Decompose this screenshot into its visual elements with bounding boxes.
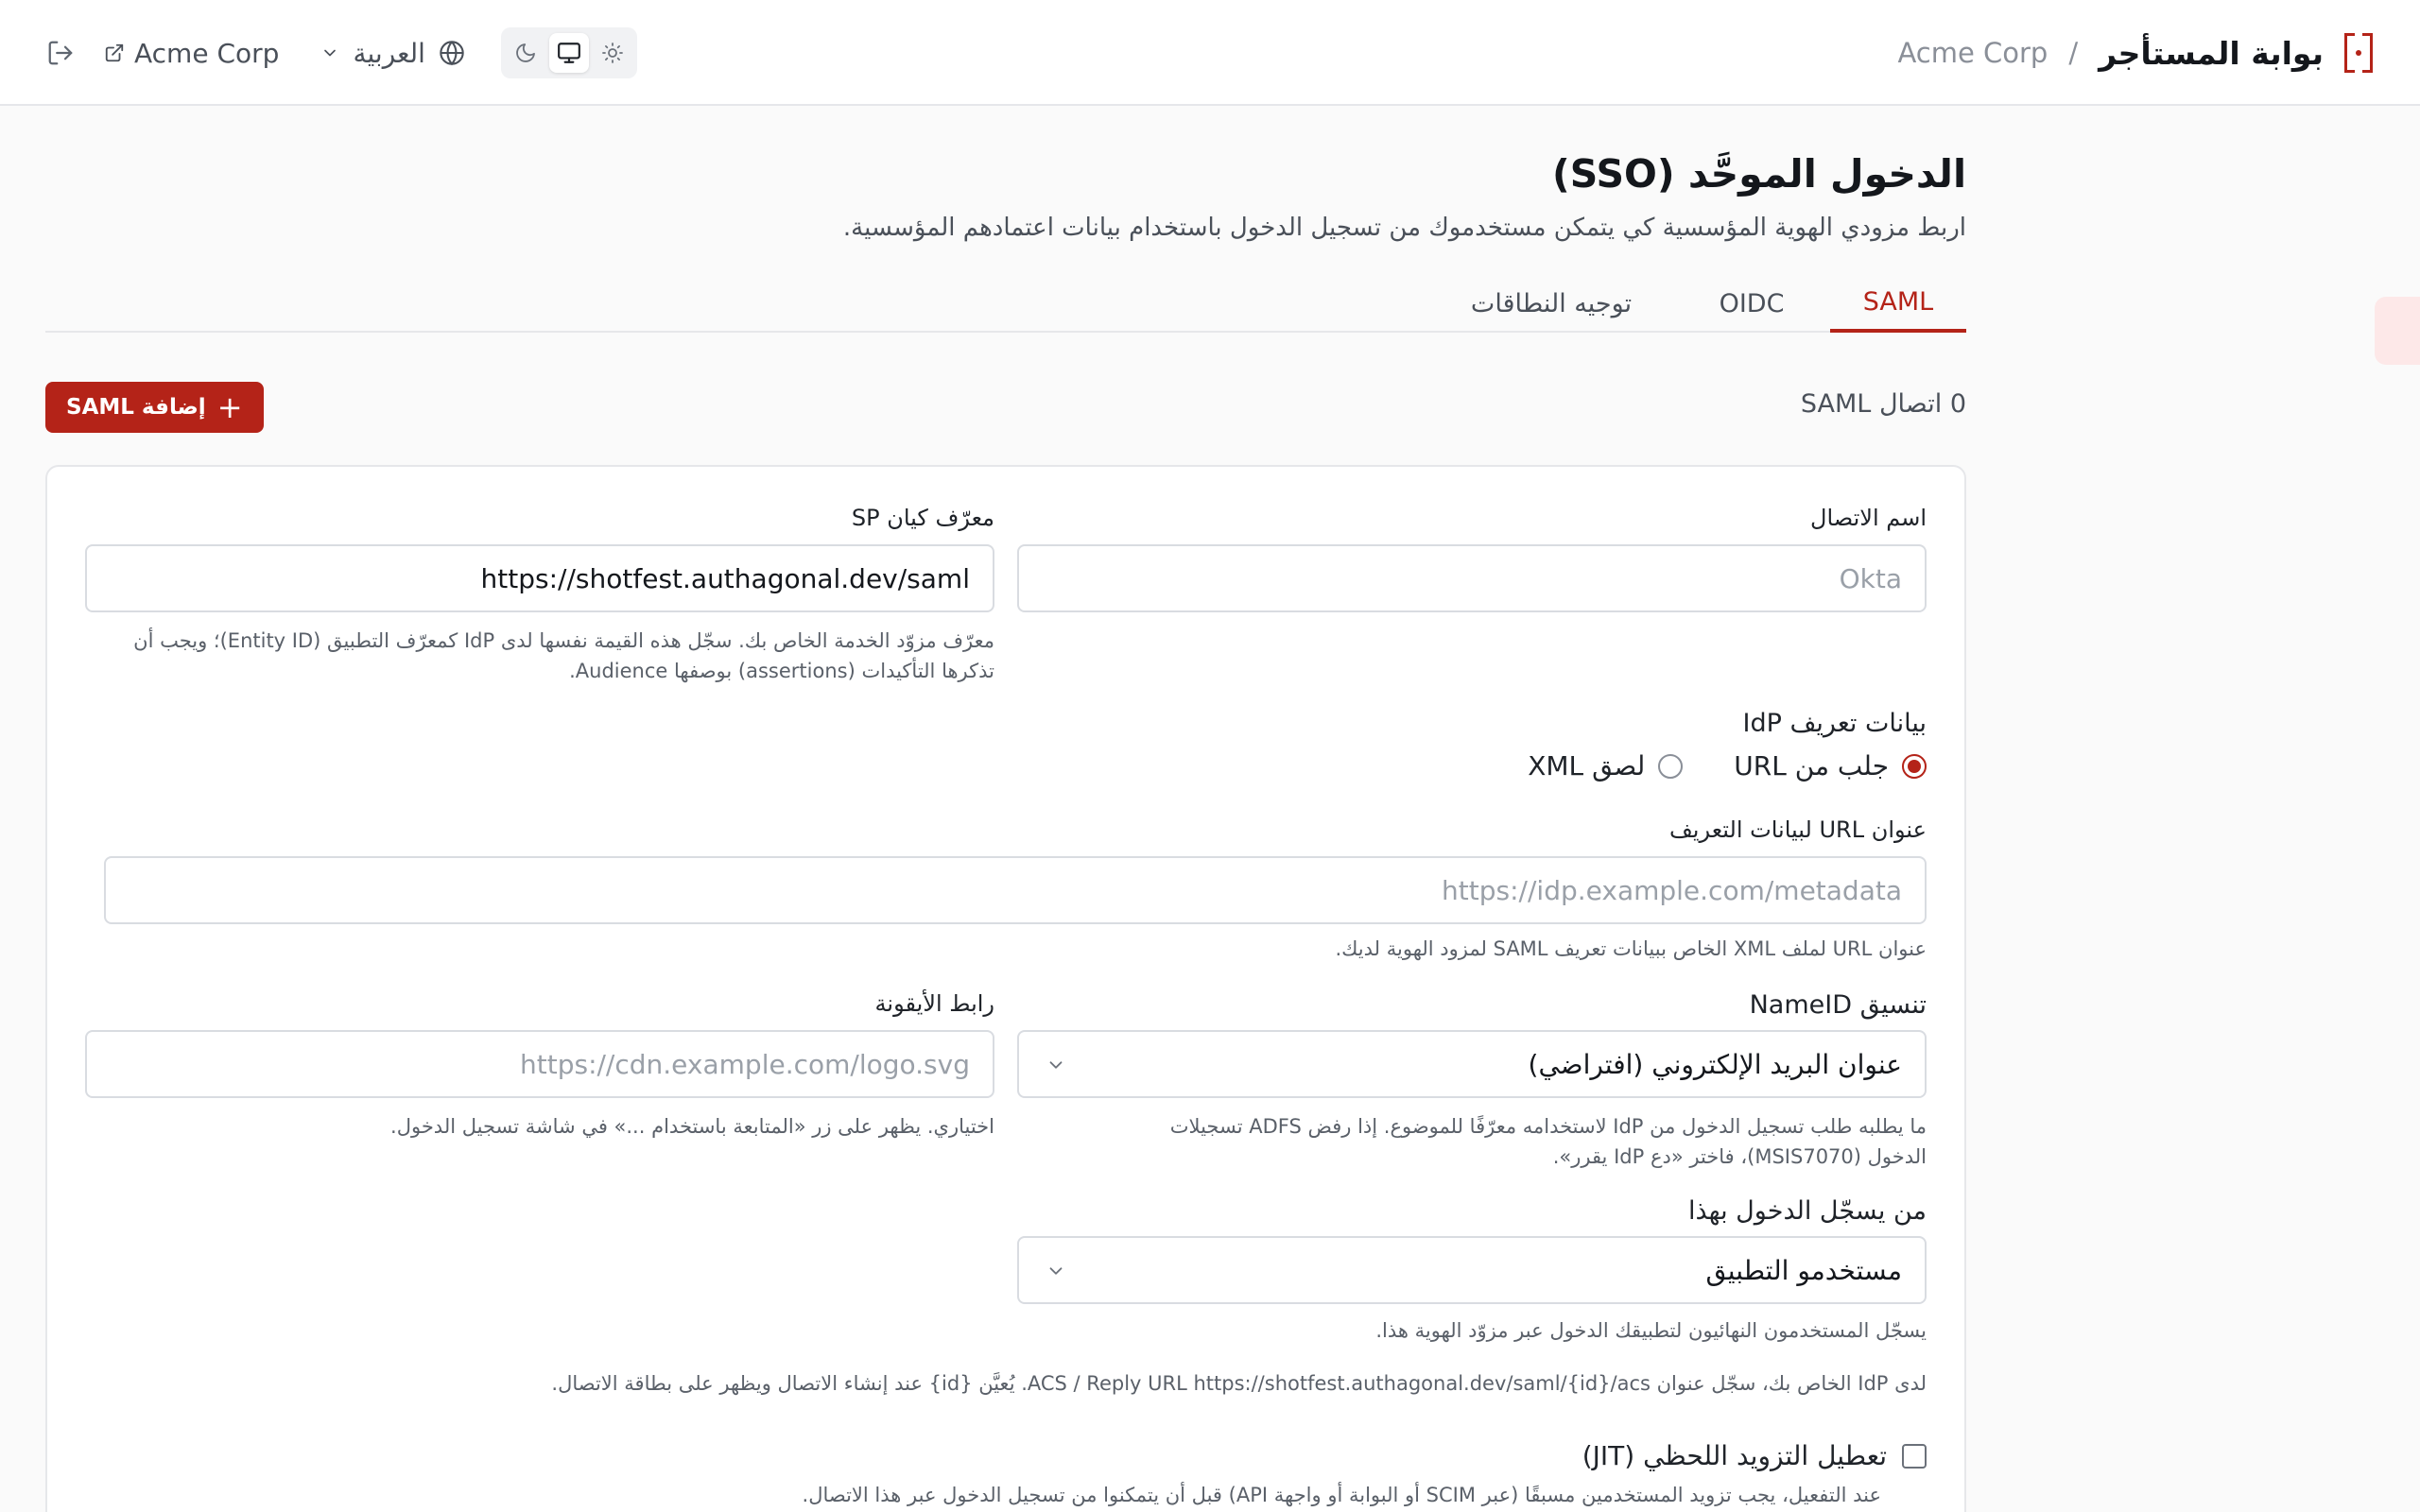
header-tools: [43, 26, 637, 79]
jit-help: عند التفعيل، يجب تزويد المستخدمين مسبقًا (عبر SCIM أو البوابة أو واجهة API) قبل أن يتمكنوا من تسجيل الدخول عبر هذا الاتصال.: [802, 1484, 1881, 1506]
tab-bar: [45, 274, 1966, 333]
language-label: العربية: [353, 37, 425, 69]
sp-entity-id-label: معرّف كيان SP: [851, 505, 994, 531]
jit-checkbox-row[interactable]: [1582, 1440, 1927, 1471]
icon-url-help: اختياري. يظهر على زر «المتابعة باستخدام ...» في شاشة تسجيل الدخول.: [390, 1115, 994, 1138]
top-bar: [0, 0, 2420, 106]
jit-checkbox[interactable]: [1902, 1444, 1927, 1469]
breadcrumb-separator: /: [2068, 37, 2079, 69]
sign-out-button[interactable]: [43, 36, 78, 70]
tab-domain-routing[interactable]: توجيه النطاقات: [1470, 288, 1633, 318]
theme-switcher: [501, 27, 637, 78]
nameid-format-select[interactable]: [1017, 1030, 1927, 1098]
add-saml-label: إضافة SAML: [66, 395, 206, 420]
add-saml-button[interactable]: [45, 382, 264, 433]
external-link-icon: [104, 43, 125, 63]
side-drawer-handle[interactable]: [2375, 297, 2420, 365]
theme-dark-button[interactable]: [506, 33, 545, 73]
radio-paste-xml-control[interactable]: [1658, 754, 1683, 779]
idp-metadata-options: [1528, 750, 1927, 782]
who-signs-in-help: يسجّل المستخدمون النهائيون لتطبيقك الدخول عبر مزوّد الهوية هذا.: [1375, 1319, 1927, 1342]
nameid-format-help: ما يطلبه طلب تسجيل الدخول من IdP لاستخدامه معرّفًا للموضوع. إذا رفض ADFS تسجيلات الدخول (MSIS7070)، فاختر «دع IdP يقرر».: [1169, 1115, 1927, 1168]
monitor-icon: [557, 41, 581, 65]
idp-metadata-label: بيانات تعريف IdP: [1742, 709, 1927, 738]
radio-paste-xml[interactable]: لصق XML: [1528, 750, 1683, 782]
page-subtitle: اربط مزودي الهوية المؤسسية كي يتمكن مستخدموك من تسجيل الدخول باستخدام بيانات اعتمادهم المؤسسية.: [842, 214, 1966, 242]
nameid-format-value: عنوان البريد الإلكتروني (افتراضي): [1528, 1048, 1902, 1080]
saml-form-card: [45, 465, 1966, 1512]
language-selector[interactable]: [320, 38, 465, 69]
tab-saml[interactable]: SAML: [1830, 274, 1966, 333]
tenant-link-label: Acme Corp: [134, 37, 280, 69]
connection-name-label: اسم الاتصال: [1810, 505, 1927, 531]
tenant-external-link[interactable]: [104, 38, 279, 69]
sp-entity-id-input[interactable]: https://shotfest.authagonal.dev/saml: [85, 544, 994, 612]
who-signs-in-select[interactable]: [1017, 1236, 1927, 1304]
sp-entity-id-help: معرّف مزوّد الخدمة الخاص بك. سجّل هذه القيمة نفسها لدى IdP كمعرّف التطبيق (Entity ID)؛ ويجب أن تذكرها التأكيدات (assertions) بوصفها Audience.: [133, 629, 994, 682]
brand-logo-icon: [2344, 33, 2373, 73]
sun-icon: [601, 42, 624, 64]
tab-oidc[interactable]: OIDC: [1719, 288, 1785, 318]
icon-url-label: رابط الأيقونة: [874, 990, 994, 1017]
portal-title: بوابة المستأجر: [2099, 34, 2324, 72]
acs-url-note: لدى IdP الخاص بك، سجّل عنوان ACS / Reply URL https://shotfest.authagonal.dev/saml/{id}/acs. يُعيَّن {id} عند إنشاء الاتصال ويظهر على بطاقة الاتصال.: [551, 1372, 1927, 1395]
chevron-down-icon: [320, 43, 339, 62]
radio-fetch-url-control[interactable]: [1902, 754, 1927, 779]
page-title: الدخول الموحَّد (SSO): [1552, 151, 1966, 197]
metadata-url-label: عنوان URL لبيانات التعريف: [1668, 816, 1927, 843]
chevron-down-icon: [1046, 1055, 1066, 1075]
jit-checkbox-label: تعطيل التزويد اللحظي (JIT): [1582, 1440, 1887, 1471]
metadata-url-help: عنوان URL لملف XML الخاص ببيانات تعريف SAML لمزود الهوية لديك.: [1335, 937, 1927, 960]
moon-icon: [514, 42, 537, 64]
plus-icon: +: [216, 389, 243, 425]
globe-icon: [439, 40, 465, 66]
connection-name-input[interactable]: Okta: [1017, 544, 1927, 612]
theme-system-button[interactable]: [549, 33, 589, 73]
who-signs-in-value: مستخدمو التطبيق: [1705, 1254, 1902, 1286]
chevron-down-icon: [1046, 1261, 1066, 1281]
breadcrumb-tenant: Acme Corp: [1897, 37, 2048, 69]
icon-url-input[interactable]: https://cdn.example.com/logo.svg: [85, 1030, 994, 1098]
nameid-format-label: تنسيق NameID: [1749, 990, 1927, 1020]
theme-light-button[interactable]: [593, 33, 632, 73]
sign-out-icon: [46, 39, 75, 67]
who-signs-in-label: من يسجّل الدخول بهذا: [1687, 1196, 1927, 1226]
brand: [1897, 26, 2373, 79]
connection-count: 0 اتصال SAML: [1800, 389, 1966, 419]
metadata-url-input[interactable]: https://idp.example.com/metadata: [104, 856, 1927, 924]
radio-fetch-url[interactable]: جلب من URL: [1734, 750, 1927, 782]
